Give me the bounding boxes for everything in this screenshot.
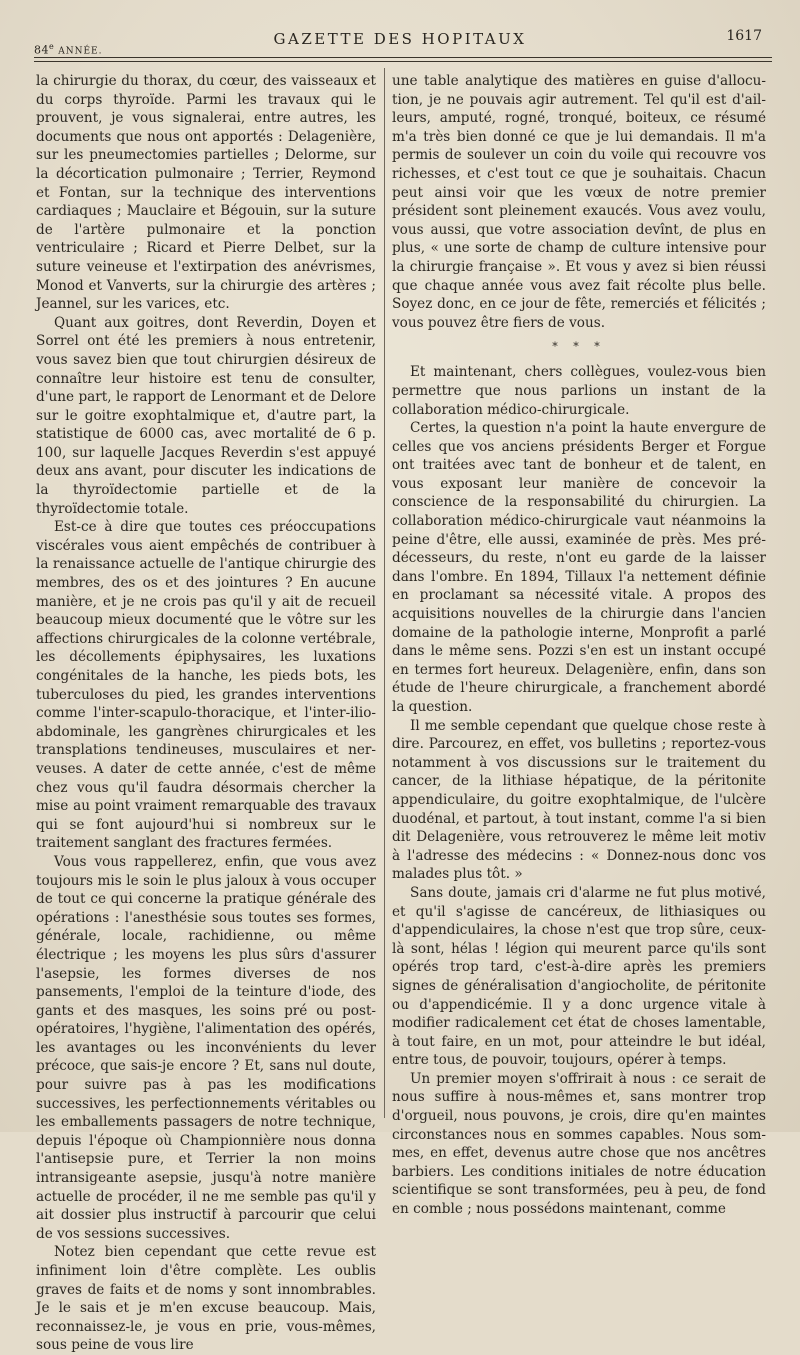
journal-title: GAZETTE DES HOPITAUX xyxy=(273,30,527,48)
paragraph: une table analytique des matières en guise d'allocution, je ne pouvais agir autrement. Tel qu'il est d'ailleurs, amputé, rogné, tronqué, boiteux, ce résumé m'a très bien donné ce que je lui demandais. Il m'a permis de soulever un coin du voile qui recouvre vos richesses, et c'est tout ce que je souhaitais. Chacun peut ainsi voir que les vœux de notre premier président sont pleinement exaucés. Vous avez voulu, vous aussi, que votre association devînt, de plus en plus, « une sorte de champ de culture intensive pour la chirurgie française ». Et vous y avez si bien réussi que chaque année vous avez fait récolte plus belle. Soyez donc, en ce jour de fête, remerciés et félicités ; vous pouvez être fiers de vous. xyxy=(392,73,766,331)
issue-number: 84 xyxy=(34,43,49,57)
header-rule-thin xyxy=(34,61,772,62)
header-rule xyxy=(34,57,772,58)
paragraph: Notez bien cependant que cette revue est infiniment loin d'être complète. Les oublis graves de faits et de noms y sont innombrables. Je le sais et je m'en excuse beaucoup. Mais, reconnaissez-le, je vous en prie, vous-mêmes, sous peine de vous lire xyxy=(36,1244,376,1354)
section-separator: * * * xyxy=(552,340,606,354)
issue-year-label: ANNÉE. xyxy=(58,46,103,57)
paragraph: Est-ce à dire que toutes ces préoccupations viscérales vous aient empêchés de contribuer à la renaissance actuelle de l'antique chirurgie des membres, des os et des jointures ? En aucune manière, et je ne crois pas qu'il y ait de recueil beaucoup mieux documenté que le vôtre sur les affections chirurgicales de la colonne vertébrale, les décollements épiphysaires, les luxations congénitales de la hanche, les pieds bots, les tuberculoses du pied, les grandes interventions comme l'inter-scapulo-thoracique, et l'inter-ilio-abdominale, les gangrènes chirurgicales et les transplations tendineuses, musculaires et nerveuses. A dater de cette année, c'est de même chez vous qu'il faudra désormais chercher la mise au point vraiment remarquable des travaux qui se font aujourd'hui si nombreux sur le traitement sanglant des fractures fermées. xyxy=(36,519,376,852)
paragraph: Un premier moyen s'offrirait à nous : ce serait de nous suffire à nous-mêmes et, sans montrer trop d'orgueil, nous pouvons, je crois, dire qu'en maintes circonstances nous en sommes capables. Nous sommes, en effet, devenus autre chose que nos ancêtres barbiers. Les conditions initiales de notre éducation scientifique se sont transformées, peu à peu, de fond en comble ; nous possédons maintenant, comme xyxy=(392,1070,766,1218)
paragraph: Il me semble cependant que quelque chose reste à dire. Parcourez, en effet, vos bulletins ; reportez-vous notamment à vos discussions sur le traitement du cancer, de la lithiase hépatique, de la péritonite appendiculaire, du goitre exophtalmique, de l'ulcère duodénal, et partout, à tout instant, comme l'a si bien dit Delagenière, vous retrouverez le même leit motiv à l'adresse des médecins : « Donnez-nous donc vos malades plus tôt. » xyxy=(392,717,766,883)
paragraph: Vous vous rappellerez, enfin, que vous avez toujours mis le soin le plus jaloux à vous occuper de tout ce qui concerne la pratique générale des opérations : l'anesthésie sous toutes ses formes, générale, locale, rachidienne, ou même électrique ; les moyens les plus sûrs d'assurer l'asepsie, les formes diverses de nos pansements, l'emploi de la teinture d'iode, des gants et des masques, les soins pré ou post-opératoires, l'hygiène, l'alimentation des opérés, les avantages ou les inconvénients du lever précoce, que sais-je encore ? Et, sans nul doute, pour suivre pas à pas les modifications successives, les perfectionnements véritables ou les emballements passagers de notre technique, depuis l'époque où Championnière nous donna l'antisepsie pure, et Terrier la non moins intransigeante asepsie, jusqu'à notre manière actuelle de procéder, il ne me semble pas qu'il y ait dossier plus instructif à parcourir que celui de vos sessions successives. xyxy=(36,853,376,1242)
paragraph: la chirurgie du thorax, du cœur, des vaisseaux et du corps thyroïde. Parmi les travaux qui le prouvent, je vous signalerai, entre autres, les documents que nous ont apportés : Delagenière, sur les pneumectomies partielles ; Delorme, sur la décortication pulmonaire ; Terrier, Reymond et Fontan, sur la technique des interventions cardiaques ; Mauclaire et Bégouin, sur la suture de l'artère pulmonaire et la ponction ventriculaire ; Ricard et Pierre Delbet, sur la suture veineuse et l'extirpation des anévrismes, Monod et Vanverts, sur la chirurgie des artères ; Jeannel, sur les varices, etc. xyxy=(36,73,376,313)
paragraph: Certes, la question n'a point la haute envergure de celles que vos anciens présidents Berger et Forgue ont traitées avec tant de bonheur et de talent, en vous exposant leur manière de concevoir la conscience de la responsabilité du chirurgien. La collaboration médico-chirurgicale vaut néanmoins la peine d'être, elle aussi, examinée de près. Mes prédécesseurs, du reste, n'ont eu garde de la laisser dans l'ombre. En 1894, Tillaux l'a nettement définie en proclamant sa nécessité vitale. A propos des acquisitions nouvelles de la chirurgie dans l'ancien domaine de la pathologie interne, Monprofit a parlé dans le même sens. Pozzi s'en est un instant occupé en termes fort heureux. Delagenière, enfin, dans son étude de l'heure chirurgicale, a franchement abordé la question. xyxy=(392,420,766,715)
paragraph: Sans doute, jamais cri d'alarme ne fut plus motivé, et qu'il s'agisse de cancéreux, de lithiasiques ou d'appendiculaires, la chose n'est que trop sûre, ceux-là sont, hélas ! légion qui meurent parce qu'ils sont opérés trop tard, c'est-à-dire après les premiers signes de généralisation d'angiocholite, de péritonite ou d'appendicémie. Il y a donc urgence vitale à modifier radicalement cet état de choses lamentable, à tout faire, en un mot, pour atteindre le but idéal, entre tous, de pouvoir, toujours, opérer à temps. xyxy=(392,884,766,1069)
paragraph: Et maintenant, chers collègues, voulez-vous bien permettre que nous parlions un instant de la collaboration médico-chirurgicale. xyxy=(392,364,766,418)
page-header xyxy=(34,26,766,66)
left-column xyxy=(36,72,376,1355)
issue-suffix: e xyxy=(49,42,55,51)
right-column xyxy=(392,72,766,1219)
page-number: 1617 xyxy=(726,28,762,44)
column-divider xyxy=(384,68,385,1118)
paragraph: Quant aux goitres, dont Reverdin, Doyen et Sorrel ont été les premiers à nous entretenir, vous savez bien que tout chirurgien désireux de connaître leur histoire est tenu de consulter, d'une part, le rapport de Lenormant et de Delore sur le goitre exophtalmique et, d'autre part, la statistique de 6000 cas, avec mortalité de 6 p. 100, sur laquelle Jacques Reverdin s'est appuyé deux ans avant, pour discuter les indications de la thyroïdectomie partielle et de la thyroïdectomie totale. xyxy=(36,314,376,517)
